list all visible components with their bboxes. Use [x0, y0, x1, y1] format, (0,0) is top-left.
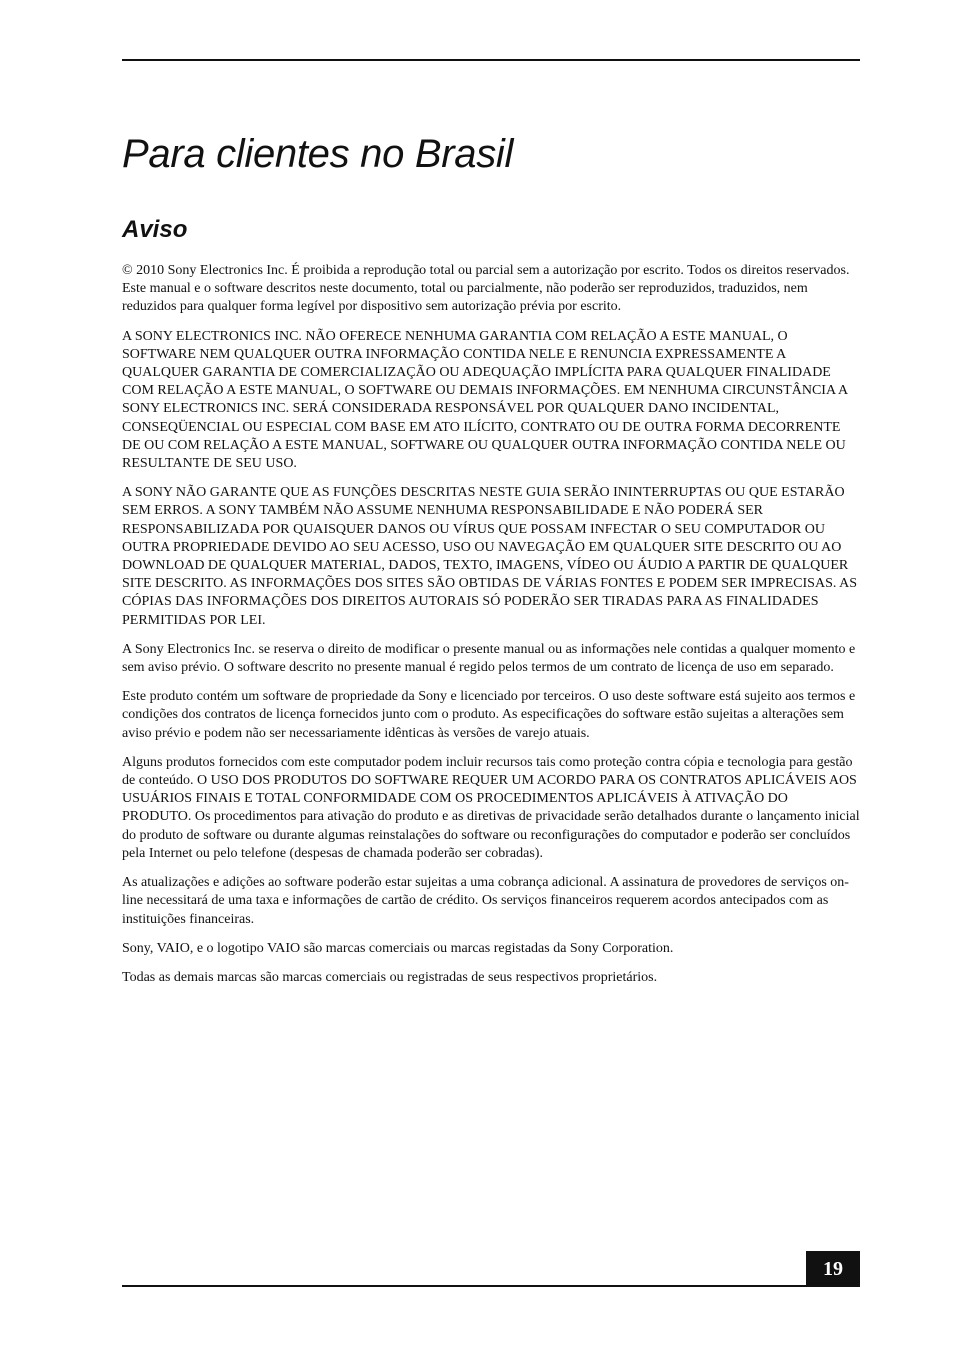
paragraph-updates-fees: As atualizações e adições ao software poderão estar sujeitas a uma cobrança adicional. A assinatura de provedores de serviços on-line necessitará de uma taxa e informações de cartão de crédito. Os serviços financeiros requerem acordos antecipados com as instituições financeiras. [122, 875, 849, 927]
top-rule [122, 59, 860, 61]
paragraph-right-to-modify: A Sony Electronics Inc. se reserva o direito de modificar o presente manual ou as informações nele contidas a qualquer momento e sem aviso prévio. O software descrito no presente manual é regido pelos termos de um contrato de licença de uso em separado. [122, 641, 856, 676]
paragraph-copyright: © 2010 Sony Electronics Inc. É proibida a reprodução total ou parcial sem a autorização por escrito. Todos os direitos reservados. Este manual e o software descritos neste documento, total ou parcialmente, não poderão ser reproduzidos, traduzidos, nem reduzidos para qualquer forma legível por dispositivo sem autorização prévia por escrito. [122, 263, 850, 315]
page-number: 19 [806, 1251, 860, 1287]
section-heading: Aviso [122, 216, 188, 243]
page-title: Para clientes no Brasil [122, 132, 514, 176]
paragraph-third-party-software: Este produto contém um software de propriedade da Sony e licenciado por terceiros. O uso deste software está sujeito aos termos e condições dos contratos de licença fornecidos junto com o produto. As especificações do software estão sujeitas a alterações sem aviso prévio e podem não ser necessariamente idênticas às versões de varejo atuais. [122, 689, 856, 741]
paragraph-trademarks-sony: Sony, VAIO, e o logotipo VAIO são marcas comerciais ou marcas registadas da Sony Corporation. [122, 940, 674, 956]
document-body [122, 262, 860, 998]
paragraph-copy-protection: Alguns produtos fornecidos com este computador podem incluir recursos tais como proteção contra cópia e tecnologia para gestão de conteúdo. O USO DOS PRODUTOS DO SOFTWARE REQUER UM ACORDO PARA OS CONTRATOS APLICÁVEIS AOS USUÁRIOS FINAIS E TOTAL CONFORMIDADE COM OS PROCEDIMENTOS APLICÁVEIS À ATIVAÇÃO DO PRODUTO. Os procedimentos para ativação do produto e as diretivas de privacidade serão detalhados durante o lançamento inicial do produto de software ou durante algumas reinstalações do software ou reconfigurações do computador e poderão ser concluídos pela Internet ou pelo telefone (despesas de chamada poderão ser cobradas). [122, 754, 860, 861]
paragraph-no-guarantee: A SONY NÃO GARANTE QUE AS FUNÇÕES DESCRITAS NESTE GUIA SERÃO ININTERRUPTAS OU QUE ESTARÃO SEM ERROS. A SONY TAMBÉM NÃO ASSUME NENHUMA RESPONSABILIDADE E NÃO PODERÁ SER RESPONSABILIZADA POR QUAISQUER DANOS OU VÍRUS QUE POSSAM INFECTAR O SEU COMPUTADOR OU OUTRA PROPRIEDADE DEVIDO AO SEU ACESSO, USO OU NAVEGAÇÃO EM QUALQUER SITE DESCRITO OU AO DOWNLOAD DE QUALQUER MATERIAL, DADOS, TEXTO, IMAGENS, VÍDEO OU ÁUDIO A PARTIR DE QUALQUER SITE DESCRITO. AS INFORMAÇÕES DOS SITES SÃO OBTIDAS DE VÁRIAS FONTES E PODEM SER IMPRECISAS. AS CÓPIAS DAS INFORMAÇÕES DOS DIREITOS AUTORAIS SÓ PODERÃO SER TIRADAS PARA AS FINALIDADES PERMITIDAS POR LEI. [122, 485, 857, 628]
paragraph-warranty-disclaimer: A SONY ELECTRONICS INC. NÃO OFERECE NENHUMA GARANTIA COM RELAÇÃO A ESTE MANUAL, O SOFTWARE NEM QUALQUER OUTRA INFORMAÇÃO CONTIDA NELE E RENUNCIA EXPRESSAMENTE A QUALQUER GARANTIA DE COMERCIALIZAÇÃO OU ADEQUAÇÃO IMPLÍCITA PARA QUALQUER FINALIDADE COM RELAÇÃO A ESTE MANUAL, O SOFTWARE OU DEMAIS INFORMAÇÕES. EM NENHUMA CIRCUNSTÂNCIA A SONY ELECTRONICS INC. SERÁ CONSIDERADA RESPONSÁVEL POR QUALQUER DANO INCIDENTAL, CONSEQÜENCIAL OU ESPECIAL COM BASE EM ATO ILÍCITO, CONTRATO OU DE OUTRA FORMA DECORRENTE DE OU COM RELAÇÃO A ESTE MANUAL, SOFTWARE OU QUALQUER OUTRA INFORMAÇÃO CONTIDA NELE OU RESULTANTE DE SEU USO. [122, 328, 848, 472]
bottom-rule [122, 1285, 860, 1287]
paragraph-trademarks-others: Todas as demais marcas são marcas comerciais ou registradas de seus respectivos proprietários. [122, 969, 658, 985]
